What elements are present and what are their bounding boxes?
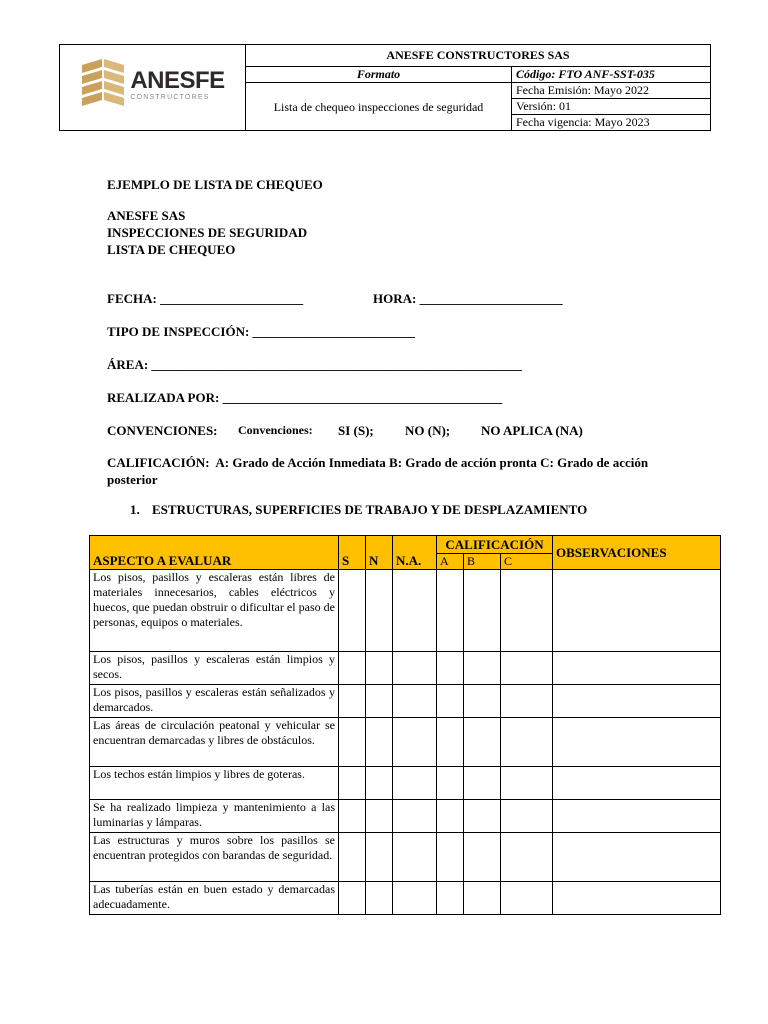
header-na: N.A. xyxy=(393,536,437,570)
cell-c[interactable] xyxy=(501,652,553,685)
cell-c[interactable] xyxy=(501,718,553,767)
date-field[interactable]: FECHA: ______________________ xyxy=(107,291,304,306)
convention-no: NO (N); xyxy=(405,423,451,438)
company-name: ANESFE CONSTRUCTORES SAS xyxy=(246,45,711,67)
cell-na[interactable] xyxy=(393,800,437,833)
conventions-label: CONVENCIONES: xyxy=(107,423,218,438)
cell-observations[interactable] xyxy=(553,800,721,833)
cell-a[interactable] xyxy=(437,800,464,833)
document-name: Lista de chequeo inspecciones de seguridad xyxy=(246,83,512,131)
checklist-table xyxy=(89,535,721,915)
section-title xyxy=(130,502,587,518)
header-c: C xyxy=(501,554,553,570)
cell-na[interactable] xyxy=(393,685,437,718)
intro-company: ANESFE SAS xyxy=(107,208,186,223)
header-s: S xyxy=(339,536,366,570)
logo-mark-icon xyxy=(80,59,126,113)
cell-b[interactable] xyxy=(464,685,501,718)
cell-s[interactable] xyxy=(339,800,366,833)
cell-s[interactable] xyxy=(339,570,366,652)
header-b: B xyxy=(464,554,501,570)
issue-date: Fecha Emisión: Mayo 2022 xyxy=(512,83,711,99)
cell-n[interactable] xyxy=(366,800,393,833)
cell-c[interactable] xyxy=(501,882,553,915)
rating-legend xyxy=(107,454,667,488)
cell-n[interactable] xyxy=(366,652,393,685)
cell-s[interactable] xyxy=(339,833,366,882)
row-description: Los pisos, pasillos y escaleras están libres de materiales innecesarios, cables eléctricos y huecos, que puedan obstruir o dificultar el paso de personas, equipos o materiales. xyxy=(90,570,339,652)
cell-a[interactable] xyxy=(437,652,464,685)
inspection-type-field[interactable]: TIPO DE INSPECCIÓN: _________________________ xyxy=(107,324,416,339)
time-field[interactable]: HORA: ______________________ xyxy=(373,291,563,306)
validity-date: Fecha vigencia: Mayo 2023 xyxy=(512,115,711,131)
cell-b[interactable] xyxy=(464,570,501,652)
row-description: Las tuberías están en buen estado y demarcadas adecuadamente. xyxy=(90,882,339,915)
document-code: Código: FTO ANF-SST-035 xyxy=(512,67,711,83)
cell-n[interactable] xyxy=(366,833,393,882)
cell-b[interactable] xyxy=(464,800,501,833)
row-description: Las áreas de circulación peatonal y vehicular se encuentran demarcadas y libres de obstáculos. xyxy=(90,718,339,767)
cell-n[interactable] xyxy=(366,685,393,718)
cell-b[interactable] xyxy=(464,718,501,767)
header-observations: OBSERVACIONES xyxy=(553,536,721,570)
table-row xyxy=(90,718,721,767)
header-n: N xyxy=(366,536,393,570)
logo-name: ANESFE xyxy=(130,67,225,94)
rating-label: CALIFICACIÓN: xyxy=(107,455,210,470)
cell-b[interactable] xyxy=(464,833,501,882)
cell-a[interactable] xyxy=(437,882,464,915)
cell-c[interactable] xyxy=(501,833,553,882)
convention-na: NO APLICA (NA) xyxy=(481,423,583,438)
logo-subtitle: CONSTRUCTORES xyxy=(130,94,210,101)
cell-s[interactable] xyxy=(339,767,366,800)
cell-n[interactable] xyxy=(366,882,393,915)
cell-na[interactable] xyxy=(393,882,437,915)
convention-si: SI (S); xyxy=(338,423,374,438)
table-row xyxy=(90,882,721,915)
cell-observations[interactable] xyxy=(553,685,721,718)
cell-a[interactable] xyxy=(437,685,464,718)
cell-s[interactable] xyxy=(339,718,366,767)
intro-title: EJEMPLO DE LISTA DE CHEQUEO xyxy=(107,177,323,192)
cell-n[interactable] xyxy=(366,767,393,800)
cell-na[interactable] xyxy=(393,718,437,767)
intro-subtitle: INSPECCIONES DE SEGURIDAD xyxy=(107,225,308,240)
intro-list-title: LISTA DE CHEQUEO xyxy=(107,242,236,257)
table-row xyxy=(90,833,721,882)
cell-s[interactable] xyxy=(339,685,366,718)
cell-observations[interactable] xyxy=(553,718,721,767)
cell-s[interactable] xyxy=(339,652,366,685)
area-field[interactable]: ÁREA: _________________________________________________________ xyxy=(107,357,522,372)
cell-observations[interactable] xyxy=(553,570,721,652)
cell-n[interactable] xyxy=(366,570,393,652)
header-a: A xyxy=(437,554,464,570)
cell-c[interactable] xyxy=(501,767,553,800)
format-label: Formato xyxy=(246,67,512,83)
section-number: 1. xyxy=(130,502,140,517)
cell-na[interactable] xyxy=(393,833,437,882)
row-description: Los pisos, pasillos y escaleras están señalizados y demarcados. xyxy=(90,685,339,718)
cell-na[interactable] xyxy=(393,652,437,685)
table-row xyxy=(90,652,721,685)
performed-by-field[interactable]: REALIZADA POR: ___________________________________________ xyxy=(107,390,503,405)
cell-c[interactable] xyxy=(501,800,553,833)
cell-s[interactable] xyxy=(339,882,366,915)
table-row xyxy=(90,570,721,652)
row-description: Los techos están limpios y libres de goteras. xyxy=(90,767,339,800)
cell-a[interactable] xyxy=(437,718,464,767)
cell-c[interactable] xyxy=(501,685,553,718)
cell-b[interactable] xyxy=(464,882,501,915)
header-aspect: ASPECTO A EVALUAR xyxy=(90,536,339,570)
cell-observations[interactable] xyxy=(553,652,721,685)
row-description: Los pisos, pasillos y escaleras están limpios y secos. xyxy=(90,652,339,685)
section-heading: ESTRUCTURAS, SUPERFICIES DE TRABAJO Y DE DESPLAZAMIENTO xyxy=(152,502,588,517)
cell-na[interactable] xyxy=(393,767,437,800)
cell-observations[interactable] xyxy=(553,882,721,915)
table-row xyxy=(90,685,721,718)
conventions-sublabel: Convenciones: xyxy=(238,423,313,437)
cell-a[interactable] xyxy=(437,767,464,800)
cell-observations[interactable] xyxy=(553,767,721,800)
row-description: Se ha realizado limpieza y mantenimiento a las luminarias y lámparas. xyxy=(90,800,339,833)
document-header xyxy=(59,44,711,131)
cell-c[interactable] xyxy=(501,570,553,652)
table-row xyxy=(90,800,721,833)
logo-cell xyxy=(60,45,246,131)
row-description: Las estructuras y muros sobre los pasillos se encuentran protegidos con barandas de seguridad. xyxy=(90,833,339,882)
cell-a[interactable] xyxy=(437,833,464,882)
company-logo xyxy=(80,59,224,113)
table-row xyxy=(90,767,721,800)
cell-observations[interactable] xyxy=(553,833,721,882)
cell-b[interactable] xyxy=(464,652,501,685)
rating-text: A: Grado de Acción Inmediata B: Grado de acción pronta C: Grado de acción posterior xyxy=(107,455,649,487)
cell-na[interactable] xyxy=(393,570,437,652)
cell-b[interactable] xyxy=(464,767,501,800)
cell-n[interactable] xyxy=(366,718,393,767)
header-rating: CALIFICACIÓN xyxy=(437,536,553,554)
cell-a[interactable] xyxy=(437,570,464,652)
version: Versión: 01 xyxy=(512,99,711,115)
